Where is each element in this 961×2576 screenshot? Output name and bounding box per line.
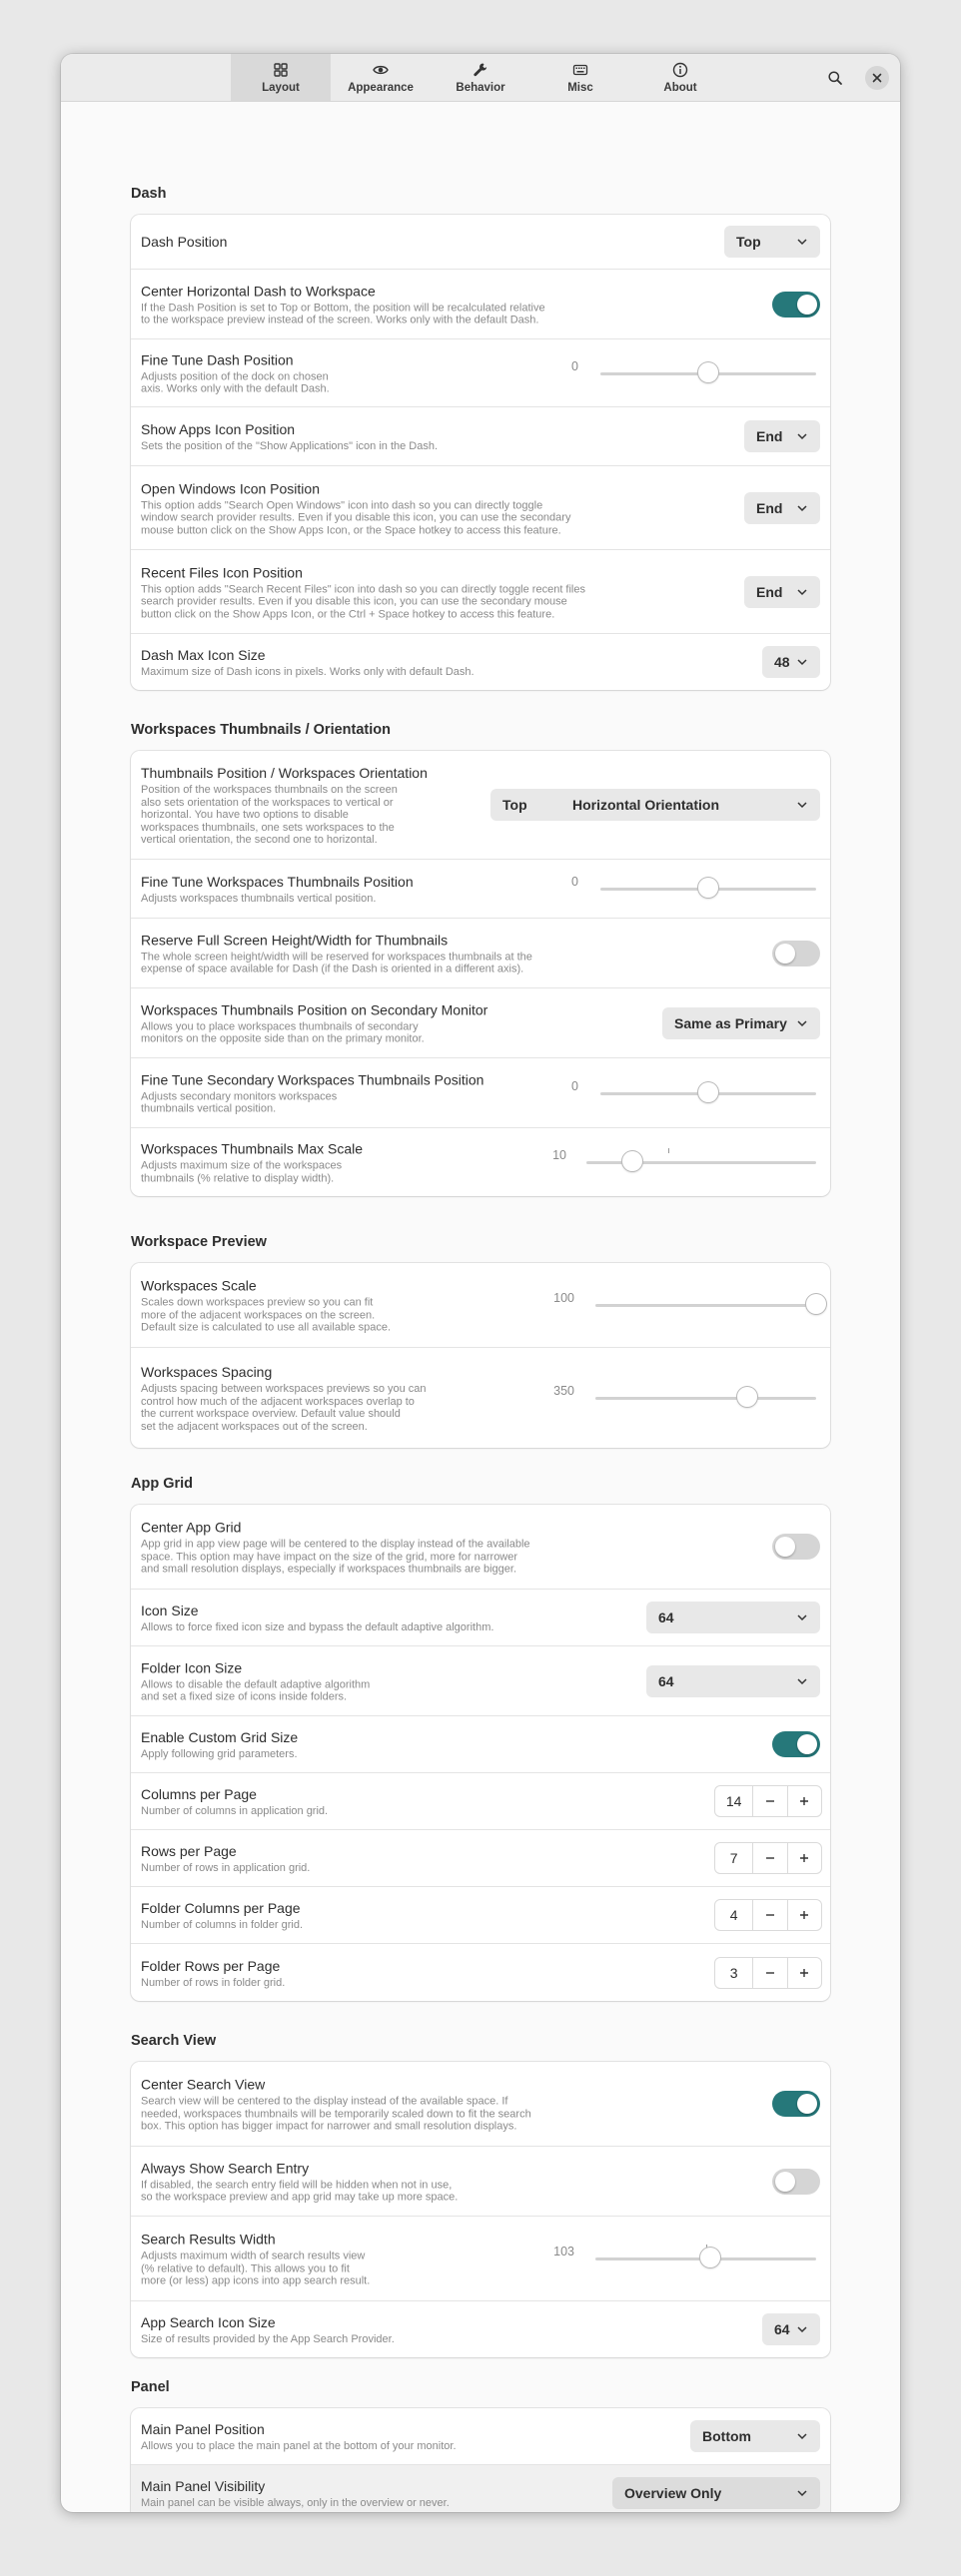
- slider-value: 10: [552, 1148, 566, 1162]
- row-subtitle: horizontal. You have two options to disable: [141, 808, 349, 821]
- row-title: Icon Size: [141, 1602, 199, 1618]
- slider-thumb[interactable]: [698, 878, 718, 898]
- tab-label: Behavior: [456, 81, 505, 94]
- search-icon-size-dropdown[interactable]: [762, 2313, 820, 2345]
- slider-value: 0: [571, 358, 578, 373]
- header-bar: [61, 54, 900, 102]
- row-panel-position: [131, 2408, 830, 2464]
- row-subtitle: Number of columns in folder grid.: [141, 1918, 304, 1931]
- row-title: Main Panel Visibility: [141, 2477, 266, 2494]
- fine-tune-secondary-slider[interactable]: [490, 1078, 820, 1105]
- dropdown-value: Overview Only: [624, 2485, 722, 2501]
- tab-label: About: [663, 81, 697, 94]
- dash-position-dropdown[interactable]: [724, 226, 820, 258]
- minus-icon: [763, 1794, 777, 1808]
- panel-visibility-dropdown[interactable]: [612, 2477, 820, 2509]
- row-subtitle: axis. Works only with the default Dash.: [141, 382, 330, 395]
- tab-appearance[interactable]: [331, 54, 431, 101]
- dropdown-value: 64: [658, 1672, 674, 1689]
- slider-track: [586, 1161, 816, 1164]
- row-title: Folder Icon Size: [141, 1659, 243, 1675]
- eye-icon: [373, 62, 389, 78]
- row-title: Main Panel Position: [141, 2420, 265, 2437]
- row-title: Center App Grid: [141, 1519, 242, 1536]
- row-subtitle: button click on the Show Apps Icon, or the Ctrl + Space hotkey to access this feature.: [141, 607, 555, 620]
- close-icon: [869, 70, 885, 86]
- always-show-search-toggle[interactable]: [772, 2169, 820, 2195]
- dropdown-value: 64: [658, 1610, 674, 1625]
- slider-track: [595, 1304, 816, 1307]
- reserve-full-toggle[interactable]: [772, 941, 820, 966]
- row-title: Dash Max Icon Size: [141, 646, 266, 663]
- dropdown-value: Same as Primary: [674, 1014, 787, 1031]
- dropdown-value: Top: [736, 234, 761, 250]
- slider-thumb[interactable]: [622, 1151, 642, 1171]
- tab-label: Misc: [567, 81, 593, 94]
- info-icon: [672, 62, 688, 78]
- increment-button[interactable]: [787, 1958, 821, 1988]
- row-title: App Search Icon Size: [141, 2313, 276, 2330]
- increment-button[interactable]: [787, 1843, 821, 1873]
- chevron-down-icon: [794, 428, 810, 444]
- row-subtitle: and small resolution displays, especially if workspaces thumbnails are bigger.: [141, 1563, 517, 1576]
- row-subtitle: thumbnails (% relative to display width).: [141, 1172, 335, 1184]
- decrement-button[interactable]: [752, 1958, 786, 1988]
- row-subtitle: Main panel can be visible always, only in the overview or never.: [141, 2496, 450, 2509]
- section-title: Workspaces Thumbnails / Orientation: [131, 722, 391, 738]
- row-title: Workspaces Thumbnails Position on Secondary Monitor: [141, 1001, 488, 1017]
- dash-group: [131, 215, 830, 690]
- spin-value: 3: [729, 1964, 738, 1981]
- thumbs-max-scale-slider[interactable]: [490, 1150, 820, 1174]
- slider-value: 0: [571, 875, 578, 889]
- row-subtitle: (% relative to default). This allows you to fit: [141, 2261, 350, 2274]
- minus-icon: [763, 1966, 777, 1980]
- minus-icon: [763, 1851, 777, 1865]
- row-title: Always Show Search Entry: [141, 2160, 310, 2176]
- row-subtitle: Search view will be centered to the display instead of the available space. If: [141, 2095, 508, 2108]
- row-title: Center Search View: [141, 2076, 266, 2093]
- row-icon-size: [131, 1589, 830, 1645]
- row-always-show-search: [131, 2146, 830, 2216]
- tab-misc[interactable]: [530, 54, 630, 101]
- row-title: Workspaces Thumbnails Max Scale: [141, 1140, 364, 1157]
- plus-icon: [797, 1794, 811, 1808]
- section-title: Panel: [131, 2379, 170, 2395]
- row-title: Fine Tune Workspaces Thumbnails Position: [141, 873, 414, 890]
- section-title: Dash: [131, 186, 167, 202]
- dropdown-value: End: [756, 583, 783, 600]
- view-switcher: [231, 54, 730, 101]
- row-title: Workspaces Spacing: [141, 1364, 273, 1380]
- chevron-down-icon: [794, 234, 810, 250]
- close-button[interactable]: [865, 66, 889, 90]
- row-subtitle: monitors on the opposite side than on the primary monitor.: [141, 1032, 425, 1045]
- dropdown-value: End: [756, 428, 783, 444]
- row-subtitle: more (or less) app icons into app search result.: [141, 2274, 371, 2287]
- show-apps-icon-dropdown[interactable]: [744, 420, 820, 452]
- spin-value: 4: [729, 1907, 738, 1923]
- row-title: Folder Columns per Page: [141, 1899, 301, 1916]
- slider-thumb[interactable]: [698, 362, 718, 382]
- search-group: [131, 2062, 830, 2357]
- row-fine-tune-thumbs: [131, 859, 830, 918]
- row-folder-columns: [131, 1886, 830, 1943]
- tab-behavior[interactable]: [431, 54, 530, 101]
- row-subtitle: Adjusts secondary monitors workspaces: [141, 1090, 338, 1102]
- chevron-down-icon: [794, 2428, 810, 2444]
- workspaces-group: [131, 751, 830, 1196]
- chevron-down-icon: [794, 1673, 810, 1689]
- increment-button[interactable]: [787, 1786, 821, 1816]
- row-subtitle: Position of the workspaces thumbnails on the screen: [141, 783, 398, 796]
- fine-tune-dash-slider[interactable]: [490, 358, 820, 385]
- increment-button[interactable]: [787, 1900, 821, 1930]
- row-subtitle: Allows you to place the main panel at the bottom of your monitor.: [141, 2439, 457, 2452]
- row-title: Reserve Full Screen Height/Width for Thumbnails: [141, 932, 449, 948]
- row-subtitle: the current workspace overview. Default value should: [141, 1408, 401, 1420]
- slider-thumb[interactable]: [806, 1294, 826, 1314]
- dash-max-icon-dropdown[interactable]: [762, 646, 820, 678]
- spin-value: 7: [729, 1850, 738, 1866]
- row-subtitle: Scales down workspaces preview so you can fit: [141, 1296, 374, 1309]
- row-recent-files-icon: [131, 549, 830, 633]
- row-center-search: [131, 2062, 830, 2146]
- row-show-apps-icon: [131, 406, 830, 465]
- row-subtitle: and set a fixed size of icons inside folders.: [141, 1690, 348, 1703]
- row-thumbnails-position: [131, 751, 830, 859]
- slider-mark: [668, 1148, 669, 1153]
- tab-layout[interactable]: [231, 54, 331, 101]
- row-subtitle: Size of results provided by the App Search Provider.: [141, 2332, 395, 2345]
- row-subtitle: workspaces thumbnails, one sets workspaces to the: [141, 821, 395, 834]
- dropdown-value: End: [756, 499, 783, 516]
- row-custom-grid: [131, 1715, 830, 1772]
- row-title: Fine Tune Dash Position: [141, 351, 294, 367]
- row-subtitle: Adjusts workspaces thumbnails vertical position.: [141, 892, 377, 905]
- row-subtitle: Maximum size of Dash icons in pixels. Works only with default Dash.: [141, 665, 475, 678]
- row-title: Folder Rows per Page: [141, 1957, 281, 1974]
- folder-rows-spinbutton[interactable]: [714, 1957, 822, 1989]
- preferences-window: [61, 54, 900, 2512]
- row-fine-tune-dash: [131, 338, 830, 406]
- row-subtitle: If the Dash Position is set to Top or Bottom, the position will be recalculated relative: [141, 302, 545, 314]
- slider-track: [595, 1397, 816, 1400]
- row-title: Show Apps Icon Position: [141, 420, 296, 437]
- section-title: App Grid: [131, 1476, 194, 1492]
- row-title: Center Horizontal Dash to Workspace: [141, 283, 376, 299]
- folder-columns-spinbutton[interactable]: [714, 1899, 822, 1931]
- results-width-slider[interactable]: [490, 2247, 820, 2270]
- row-folder-icon-size: [131, 1645, 830, 1715]
- center-search-toggle[interactable]: [772, 2091, 820, 2117]
- tab-label: Appearance: [348, 81, 414, 94]
- row-title: Rows per Page: [141, 1842, 237, 1859]
- row-title: Workspaces Scale: [141, 1277, 257, 1294]
- section-title: Workspace Preview: [131, 1234, 267, 1250]
- chevron-down-icon: [794, 2321, 810, 2337]
- rows-spinbutton[interactable]: [714, 1842, 822, 1874]
- row-subtitle: also sets orientation of the workspaces to vertical or: [141, 796, 394, 809]
- row-subtitle: Adjusts position of the dock on chosen: [141, 370, 329, 382]
- row-results-width: [131, 2216, 830, 2300]
- center-dash-toggle[interactable]: [772, 292, 820, 318]
- tab-about[interactable]: [630, 54, 730, 101]
- preferences-page: [61, 102, 900, 2512]
- row-subtitle: Default size is calculated to use all available space.: [141, 1321, 392, 1334]
- row-subtitle: Number of rows in application grid.: [141, 1861, 311, 1874]
- keyboard-icon: [572, 62, 588, 78]
- row-subtitle: Number of columns in application grid.: [141, 1804, 329, 1817]
- plus-icon: [797, 1851, 811, 1865]
- chevron-down-icon: [794, 1015, 810, 1031]
- row-reserve-full: [131, 918, 830, 987]
- row-title: Dash Position: [141, 234, 228, 250]
- slider-thumb[interactable]: [737, 1387, 757, 1407]
- thumbnails-position-dropdown[interactable]: [490, 789, 820, 821]
- chevron-down-icon: [794, 584, 810, 600]
- dropdown-value-secondary: Horizontal Orientation: [572, 797, 719, 813]
- preview-group: [131, 1263, 830, 1448]
- row-thumbs-max-scale: [131, 1127, 830, 1196]
- slider-value: 0: [571, 1078, 578, 1093]
- panel-position-dropdown[interactable]: [690, 2420, 820, 2452]
- row-subtitle: search provider results. Even if you disable this icon, you can use the secondary mouse: [141, 595, 567, 608]
- slider-thumb[interactable]: [698, 1082, 718, 1102]
- dropdown-value: Top: [502, 797, 527, 813]
- plus-icon: [797, 1966, 811, 1980]
- spin-value: 14: [725, 1793, 742, 1809]
- row-subtitle: vertical orientation, the second one to horizontal.: [141, 833, 378, 846]
- row-ws-spacing: [131, 1347, 830, 1448]
- secondary-position-dropdown[interactable]: [662, 1007, 820, 1039]
- row-title: Fine Tune Secondary Workspaces Thumbnails Position: [141, 1071, 484, 1087]
- minus-icon: [763, 1908, 777, 1922]
- row-subtitle: Allows to disable the default adaptive algorithm: [141, 1678, 371, 1690]
- fine-tune-thumbs-slider[interactable]: [490, 877, 820, 901]
- row-title: Columns per Page: [141, 1785, 257, 1802]
- row-subtitle: needed, workspaces thumbnails will be temporarily scaled down to fit the search: [141, 2107, 531, 2120]
- row-fine-tune-secondary: [131, 1057, 830, 1127]
- row-subtitle: to the workspace preview instead of the screen. Works only with the default Dash.: [141, 314, 539, 326]
- search-icon: [827, 70, 843, 86]
- row-title: Recent Files Icon Position: [141, 563, 303, 580]
- row-title: Open Windows Icon Position: [141, 479, 320, 496]
- decrement-button[interactable]: [752, 1786, 786, 1816]
- row-dash-position: [131, 215, 830, 269]
- ws-scale-slider[interactable]: [490, 1293, 820, 1317]
- row-open-windows-icon: [131, 465, 830, 549]
- row-subtitle: mouse button click on the Show Apps Icon, or the Space hotkey to access this feature.: [141, 523, 561, 536]
- row-subtitle: space. This option may have impact on the size of the grid, more for narrower: [141, 1550, 518, 1563]
- chevron-down-icon: [794, 500, 810, 516]
- slider-value: 100: [553, 1291, 574, 1305]
- section-title: Search View: [131, 2033, 217, 2049]
- row-subtitle: Apply following grid parameters.: [141, 1747, 298, 1760]
- wrench-icon: [473, 62, 488, 78]
- dropdown-value: 64: [774, 2321, 790, 2337]
- row-subtitle: If disabled, the search entry field will be hidden when not in use,: [141, 2179, 453, 2191]
- row-subtitle: Adjusts maximum size of the workspaces: [141, 1159, 343, 1172]
- columns-spinbutton[interactable]: [714, 1785, 822, 1817]
- row-subtitle: set the adjacent workspaces out of the screen.: [141, 1420, 368, 1433]
- row-title: Thumbnails Position / Workspaces Orientation: [141, 764, 428, 781]
- row-columns-per-page: [131, 1772, 830, 1829]
- row-ws-scale: [131, 1263, 830, 1347]
- chevron-down-icon: [794, 1610, 810, 1625]
- folder-icon-size-dropdown[interactable]: [646, 1665, 820, 1697]
- row-rows-per-page: [131, 1829, 830, 1886]
- row-subtitle: so the workspace preview and app grid may take up more space.: [141, 2191, 459, 2204]
- row-subtitle: This option adds "Search Open Windows" icon into dash so you can directly toggle: [141, 498, 543, 511]
- tab-label: Layout: [262, 81, 300, 94]
- row-subtitle: Number of rows in folder grid.: [141, 1976, 286, 1989]
- row-subtitle: Allows to force fixed icon size and bypass the default adaptive algorithm.: [141, 1620, 494, 1633]
- row-subtitle: box. This option has bigger impact for narrower and small resolution displays.: [141, 2120, 517, 2133]
- chevron-down-icon: [794, 797, 810, 813]
- decrement-button[interactable]: [752, 1900, 786, 1930]
- row-subtitle: Sets the position of the "Show Applications" icon in the Dash.: [141, 439, 439, 452]
- row-title: Search Results Width: [141, 2231, 276, 2248]
- row-folder-rows: [131, 1943, 830, 2001]
- row-panel-visibility: [131, 2464, 830, 2512]
- row-dash-max-icon: [131, 633, 830, 690]
- center-app-grid-toggle[interactable]: [772, 1534, 820, 1560]
- search-button[interactable]: [823, 66, 847, 90]
- slider-thumb[interactable]: [700, 2248, 720, 2267]
- icon-size-dropdown[interactable]: [646, 1602, 820, 1633]
- row-subtitle: thumbnails vertical position.: [141, 1102, 277, 1115]
- plus-icon: [797, 1908, 811, 1922]
- row-subtitle: Allows you to place workspaces thumbnails of secondary: [141, 1020, 419, 1032]
- dropdown-value: Bottom: [702, 2428, 751, 2444]
- dropdown-value: 48: [774, 654, 790, 670]
- row-subtitle: Adjusts maximum width of search results view: [141, 2250, 366, 2262]
- row-center-dash: [131, 269, 830, 338]
- custom-grid-toggle[interactable]: [772, 1731, 820, 1757]
- row-subtitle: more of the adjacent workspaces on the screen.: [141, 1308, 376, 1321]
- row-center-app-grid: [131, 1505, 830, 1589]
- decrement-button[interactable]: [752, 1843, 786, 1873]
- row-search-icon-size: [131, 2300, 830, 2357]
- open-windows-icon-dropdown[interactable]: [744, 492, 820, 524]
- appgrid-group: [131, 1505, 830, 2001]
- chevron-down-icon: [794, 2485, 810, 2501]
- slider-value: 103: [553, 2245, 574, 2258]
- row-title: Enable Custom Grid Size: [141, 1728, 299, 1745]
- row-subtitle: expense of space available for Dash (if the Dash is oriented in a different axis).: [141, 963, 524, 975]
- grid-icon: [273, 62, 289, 78]
- row-subtitle: control how much of the adjacent workspaces overlap to: [141, 1395, 415, 1408]
- row-secondary-position: [131, 987, 830, 1057]
- row-subtitle: Adjusts spacing between workspaces previews so you can: [141, 1383, 427, 1395]
- row-subtitle: The whole screen height/width will be reserved for workspaces thumbnails at the: [141, 951, 532, 963]
- slider-value: 350: [553, 1384, 574, 1398]
- ws-spacing-slider[interactable]: [490, 1386, 820, 1410]
- panel-group: [131, 2408, 830, 2512]
- row-subtitle: window search provider results. Even if you disable this icon, you can use the secondary: [141, 511, 571, 524]
- chevron-down-icon: [794, 654, 810, 670]
- row-subtitle: App grid in app view page will be centered to the display instead of the available: [141, 1538, 530, 1551]
- recent-files-icon-dropdown[interactable]: [744, 576, 820, 608]
- row-subtitle: This option adds "Search Recent Files" icon into dash so you can directly toggle recent files: [141, 582, 585, 595]
